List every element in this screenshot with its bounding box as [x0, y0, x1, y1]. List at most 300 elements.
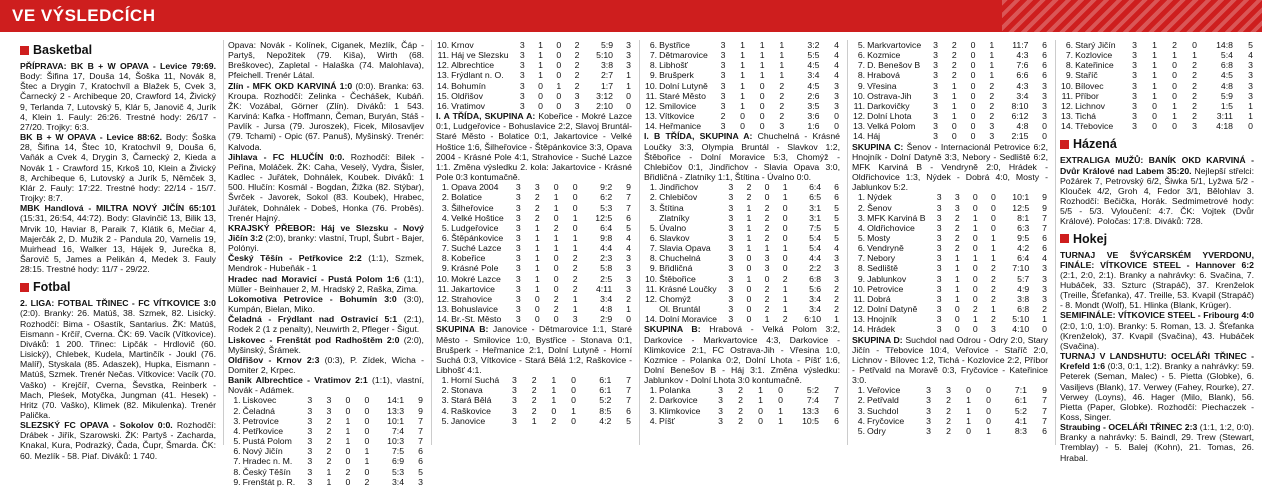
- cell-points: 0: [834, 111, 839, 122]
- table-row: [852, 131, 1048, 141]
- cell-score: 9:8: [600, 232, 613, 243]
- cell-played: 3: [728, 273, 734, 284]
- cell-draws: 0: [970, 80, 976, 91]
- cell-rank: 12.: [437, 293, 450, 304]
- cell-draws: 1: [345, 425, 351, 436]
- cell-played: 3: [519, 80, 525, 91]
- cell-wins: 0: [538, 100, 543, 111]
- cell-losses: 0: [986, 385, 991, 396]
- cell-points: 9: [1042, 202, 1047, 213]
- cell-points: 6: [1042, 425, 1047, 436]
- cell-rank: 5.: [857, 232, 866, 243]
- cell-team: Zlatníky: [659, 212, 690, 223]
- cell-losses: 0: [364, 395, 370, 406]
- cell-rank: 2.: [857, 202, 866, 213]
- cell-played: 3: [933, 40, 938, 50]
- table-row: [228, 477, 424, 487]
- cell-score: 14:1: [387, 395, 405, 406]
- cell-score: 5:3: [391, 466, 405, 477]
- cell-played: 3: [515, 222, 521, 233]
- cell-played: 3: [936, 253, 942, 264]
- result-paragraph: [20, 132, 216, 203]
- table-row: [644, 40, 840, 50]
- table-row: [436, 243, 632, 253]
- result-paragraph: [1060, 250, 1254, 311]
- table-row: [644, 182, 840, 192]
- cell-losses: 2: [572, 263, 578, 274]
- cell-wins: 0: [746, 314, 752, 325]
- result-paragraph: [1060, 351, 1254, 422]
- result-headline: PŘÍPRAVA: BK B + W OPAVA - Levice 79:69.: [20, 61, 216, 71]
- 1a-skupina-b-table: [436, 375, 632, 426]
- cell-losses: 1: [572, 243, 578, 254]
- cell-played: 3: [718, 385, 723, 396]
- cell-wins: 1: [740, 100, 746, 111]
- cell-wins: 2: [746, 182, 752, 193]
- cell-team: MFK Karviná B: [867, 212, 926, 223]
- cell-losses: 0: [571, 395, 576, 406]
- result-paragraph: [1060, 422, 1254, 463]
- table-row: [644, 50, 840, 60]
- cell-team: Český Těšín: [242, 466, 291, 477]
- cell-team: Slavia Opava: [659, 243, 711, 254]
- cell-team: Chomýž: [659, 293, 691, 304]
- cell-points: 3: [626, 283, 631, 294]
- section-square-icon: [1060, 234, 1069, 243]
- cell-team: Opava 2004: [451, 182, 499, 193]
- cell-rank: 4.: [233, 425, 241, 436]
- result-headline: SLEZSKÝ FC OPAVA - Sokolov 0:0.: [20, 420, 173, 431]
- cell-rank: 6.: [649, 40, 658, 50]
- cell-team: Petřvald: [867, 395, 899, 406]
- cell-rank: 5.: [441, 222, 450, 233]
- result-headline: Zlín - MFK OKD KARVINÁ 1:0: [228, 80, 353, 91]
- cell-draws: 1: [972, 222, 978, 233]
- cell-points: 3: [834, 90, 839, 101]
- cell-team: Chlebičov: [659, 192, 698, 203]
- cell-losses: 1: [1192, 50, 1197, 61]
- cell-draws: 1: [551, 385, 557, 396]
- result-headline: 2. LIGA: FOTBAL TŘINEC - FC VÍTKOVICE 3:0: [20, 298, 216, 309]
- cell-points: 3: [1248, 70, 1253, 81]
- cell-wins: 1: [534, 253, 540, 264]
- cell-draws: 1: [551, 395, 557, 406]
- cell-wins: 1: [538, 50, 543, 61]
- cell-score: 6:4: [1017, 253, 1030, 264]
- cell-losses: 2: [990, 273, 996, 284]
- cell-rank: 8.: [857, 263, 866, 274]
- table-row: [644, 314, 840, 324]
- section-square-icon: [1060, 140, 1069, 149]
- 1b-skupina-d-results: [852, 335, 1048, 386]
- cell-wins: 3: [326, 395, 332, 406]
- cell-team: Píšť: [659, 415, 675, 426]
- 1b-skupina-a-results: [644, 131, 840, 182]
- cell-points: 4: [834, 70, 839, 81]
- cell-draws: 0: [1172, 70, 1177, 81]
- cell-wins: 2: [738, 415, 743, 426]
- cell-rank: 14.: [437, 314, 450, 325]
- cell-points: 4: [834, 243, 839, 254]
- result-detail: Nejlepší střelci: Požárek 7, Petrovský 6/2, Šiwka 5/1, Lyžwa 5/2 - Klouček 4/2, Groh 4, Fedor 3/1, Bělohlav 3. Rozhodčí: Bečička, Horák. Sedmimetrové hody: 5/5 - 5/3. Vyloučení: 4:7. ČK: Vojtek (Dvůr Králové). Poločas: 17:8. Diváků: 728.: [1060, 165, 1254, 227]
- cell-draws: 0: [758, 415, 763, 426]
- table-row: [1060, 121, 1254, 131]
- cell-wins: 1: [954, 263, 960, 274]
- cell-played: 3: [515, 263, 521, 274]
- cell-draws: 0: [1172, 90, 1177, 101]
- cell-losses: 2: [989, 100, 995, 111]
- cell-played: 3: [515, 283, 521, 294]
- cell-played: 3: [926, 385, 931, 396]
- cell-score: 6:12: [1011, 111, 1029, 122]
- cell-team: Bohuslavice: [451, 304, 498, 315]
- result-detail: Rozhodčí: Bilek - Peřina, Moláček. ŽK: Caha, Veselý, Vydra, Šisler, Kadlec - Juřátek, Dohnálek, Koubek. Diváků: 1 500. Hlučín: Kosmál - Bogdan, Žižka (82. Stýbar), Švrček - Javorek, Sokol (83. Koubek), Hrabec, Juřátek, Dohnálek - Dobeš, Honka (76. Proběs). Trenér Hajný.: [228, 151, 424, 223]
- result-detail: (2:1), Rodek 2 (1 z penalty), Neuwirth 2, Pfleger - Šigut.: [228, 314, 424, 335]
- cell-team: Staříč: [1075, 70, 1098, 81]
- cell-score: 5:2: [806, 385, 819, 396]
- table-row: [436, 192, 632, 202]
- result-headline: Čeladná - Frýdlant nad Ostravicí 5:1: [228, 314, 398, 325]
- cell-score: 7:5: [809, 222, 822, 233]
- cell-rank: 4.: [649, 415, 657, 426]
- cell-draws: 0: [1172, 80, 1177, 91]
- cell-played: 3: [720, 40, 726, 50]
- cell-played: 3: [515, 212, 521, 223]
- cell-team: Kobeřice: [451, 253, 486, 264]
- cell-wins: 1: [1152, 50, 1157, 61]
- cell-team: Háj: [867, 131, 881, 142]
- table-row: [436, 294, 632, 304]
- cell-wins: 1: [951, 80, 957, 91]
- cell-draws: 0: [970, 90, 976, 101]
- cell-points: 3: [834, 80, 839, 91]
- cell-team: Štěpánkovice: [451, 232, 504, 243]
- result-headline: SKUPINA B:: [436, 324, 489, 335]
- table-row: [228, 395, 424, 405]
- cell-score: 3:2: [807, 40, 820, 50]
- result-detail: (1:1, 1:2, 0:0). Branky a nahrávky: 5. Baindl, 29. Trew (Stewart, Tremblay) - 5. Balej (Kohn), 21. Tomas, 26. Hrabal.: [1060, 422, 1255, 463]
- cell-rank: 13.: [437, 304, 450, 315]
- cell-played: 3: [307, 425, 313, 436]
- cell-played: 3: [933, 90, 938, 101]
- cell-team: Štítina: [659, 202, 684, 213]
- cell-wins: 1: [538, 70, 543, 81]
- cell-draws: 1: [966, 395, 971, 406]
- cell-score: 3:11: [1216, 111, 1233, 122]
- cell-points: 6: [418, 456, 423, 467]
- cell-points: 4: [1248, 50, 1253, 61]
- cell-losses: 1: [782, 192, 788, 203]
- cell-draws: 1: [553, 243, 559, 254]
- cell-played: 3: [933, 111, 938, 122]
- cell-team: Šilheřovice: [451, 202, 494, 213]
- cell-wins: 1: [740, 90, 746, 101]
- table-row: [436, 395, 632, 405]
- 1b-skupina-b-table-cont: [852, 40, 1048, 142]
- cell-score: 2:15: [1011, 131, 1029, 142]
- cell-draws: 0: [553, 263, 559, 274]
- cell-team: Strahovice: [451, 293, 493, 304]
- cell-score: 3:6: [807, 111, 820, 122]
- table-row: [1060, 91, 1254, 101]
- cell-played: 3: [1132, 80, 1137, 91]
- cell-played: 3: [720, 121, 726, 132]
- cell-rank: [644, 304, 658, 314]
- cell-losses: 1: [782, 243, 788, 254]
- cell-played: 3: [933, 80, 938, 91]
- cell-points: 3: [1248, 60, 1253, 71]
- cell-score: 4:4: [600, 243, 613, 254]
- cell-team: Raškovice: [450, 405, 491, 416]
- cell-losses: 1: [778, 415, 783, 426]
- cell-rank: 7.: [857, 60, 866, 71]
- cell-wins: 0: [954, 314, 960, 325]
- cell-losses: 2: [782, 273, 788, 284]
- cell-losses: 0: [572, 222, 578, 233]
- cell-score: 10:1: [1012, 192, 1030, 203]
- cell-points: 5: [834, 212, 839, 223]
- cell-played: 3: [720, 70, 726, 81]
- cell-losses: 2: [1192, 70, 1197, 81]
- result-headline: Jihlava - FC HLUČÍN 0:0.: [228, 151, 345, 162]
- cell-rank: 8.: [649, 253, 658, 264]
- cell-wins: 2: [946, 395, 951, 406]
- cell-rank: 9.: [233, 476, 241, 487]
- cell-score: 5:9: [600, 40, 614, 50]
- cell-rank: 6.: [441, 232, 450, 243]
- result-paragraph: [20, 420, 216, 461]
- cell-score: 4:5: [807, 80, 820, 91]
- cell-losses: 1: [986, 425, 991, 436]
- cell-score: 10:5: [802, 415, 819, 426]
- cell-wins: 1: [1152, 90, 1157, 101]
- cell-team: Odry: [867, 425, 886, 436]
- table-row: [644, 304, 840, 314]
- cell-team: Ol. Bruntál: [659, 304, 701, 315]
- cell-wins: 1: [746, 243, 752, 254]
- table-row: [436, 70, 632, 80]
- table-row: [852, 70, 1048, 80]
- cell-points: 3: [834, 263, 839, 274]
- table-row: [852, 426, 1048, 436]
- cell-team: Bystřice: [659, 40, 690, 50]
- header-stripes-decoration: [1002, 0, 1262, 32]
- cell-played: 3: [1132, 60, 1137, 71]
- cell-losses: 0: [782, 253, 788, 264]
- cell-rank: 6.: [1065, 40, 1074, 50]
- cell-team: Vítkovice: [659, 111, 695, 122]
- result-detail: Body: Šifina 17, Douša 14, Šoška 11, Novák 8, Štec a Drygin 7, Kratochvíl a Blažek 5, Cvek 3, Čarnecký 2 - Archibeque 20, Crawford 14, Živický 9, Terlanda 7, Lutovský 5, Klár 5, Janovič 4, Jurík 4, Klein 1. Fauly: 26:26. Trestné hody: 26/17 - 27/20. Trojky: 6:3.: [20, 71, 216, 132]
- cell-losses: 2: [782, 314, 788, 325]
- cell-points: 3: [1042, 283, 1047, 294]
- cell-draws: 0: [556, 60, 562, 71]
- cell-draws: 2: [1172, 40, 1177, 50]
- table-row: [852, 192, 1048, 202]
- cell-points: 7: [1042, 222, 1047, 233]
- cell-draws: 3: [764, 263, 770, 274]
- cell-points: 4: [626, 243, 631, 254]
- cell-rank: 1.: [649, 182, 658, 193]
- table-row: [852, 314, 1048, 324]
- table-row: [228, 406, 424, 416]
- cell-wins: 3: [326, 405, 332, 416]
- cell-score: 10:3: [387, 436, 405, 447]
- cell-wins: 3: [534, 182, 540, 193]
- result-headline: Oldřišov - Krnov 2:3: [228, 354, 320, 365]
- table-row: [644, 385, 840, 395]
- cell-wins: 0: [951, 121, 957, 132]
- column-fotbal-continued: [228, 40, 424, 487]
- cell-played: 3: [307, 405, 313, 416]
- cell-played: 3: [515, 273, 521, 284]
- cell-score: 11:7: [1012, 40, 1029, 50]
- cell-played: 3: [936, 192, 942, 203]
- cell-played: 3: [728, 232, 734, 243]
- cell-rank: 14.: [1061, 121, 1074, 132]
- cell-score: 4:11: [595, 283, 613, 294]
- cell-score: 3:1: [809, 212, 822, 223]
- cell-draws: 1: [551, 375, 557, 386]
- result-headline: SEMIFINÁLE: VÍTKOVICE STEEL - Fribourg 4:0: [1060, 310, 1254, 321]
- table-row: [228, 456, 424, 466]
- column-1b-trida: [644, 40, 840, 445]
- cell-draws: 0: [966, 385, 971, 396]
- cell-losses: 0: [986, 415, 991, 426]
- cell-team: Jablunkov: [867, 273, 907, 284]
- page-title: VE VÝSLEDCÍCH: [12, 6, 156, 25]
- cell-draws: 0: [345, 405, 351, 416]
- cell-wins: 1: [326, 466, 332, 477]
- cell-played: 3: [728, 243, 734, 254]
- cell-points: 6: [1042, 243, 1047, 254]
- cell-points: 1: [626, 80, 631, 91]
- cell-played: 3: [926, 415, 931, 426]
- cell-losses: 2: [1192, 90, 1197, 101]
- cell-points: 3: [1042, 263, 1047, 274]
- cell-draws: 1: [553, 232, 559, 243]
- cell-score: 7:1: [1014, 385, 1027, 396]
- result-headline: Hradec nad Moravicí - Pustá Polom 1:6: [228, 273, 400, 284]
- cell-losses: 0: [990, 192, 996, 203]
- cell-played: 3: [515, 293, 521, 304]
- cell-played: 3: [307, 466, 313, 477]
- cell-score: 5:2: [1014, 405, 1027, 416]
- cell-rank: 8.: [233, 466, 241, 477]
- result-detail: (1:1), Szmek, Mendrok - Hubeňák - 1: [228, 253, 424, 274]
- cell-team: Hrádek: [867, 324, 896, 335]
- result-paragraph: [436, 111, 632, 182]
- cell-losses: 3: [1192, 121, 1197, 132]
- table-row: [852, 253, 1048, 263]
- cell-wins: 2: [946, 405, 951, 416]
- result-detail: (2:0, 1:0, 1:0). Branky: 5. Roman, 13. J. Šťefanka (Krenželok), 37. Kvapil (Svačina), 43. Hubáček (Svačina).: [1060, 320, 1254, 351]
- cell-played: 3: [515, 314, 521, 325]
- cell-losses: 2: [990, 283, 996, 294]
- cell-rank: 6.: [649, 232, 658, 243]
- cell-played: 3: [926, 405, 931, 416]
- table-row: [644, 91, 840, 101]
- cell-losses: 2: [574, 40, 580, 50]
- cell-wins: 0: [1152, 111, 1157, 122]
- cell-score: 6:1: [1014, 395, 1027, 406]
- table-row: [1060, 81, 1254, 91]
- cell-losses: 0: [571, 415, 576, 426]
- cell-rank: 10.: [645, 273, 658, 284]
- result-headline: Banik Albrechtice - Vratimov 2:1: [228, 375, 368, 386]
- cell-score: 4:9: [1017, 283, 1030, 294]
- cell-points: 0: [626, 90, 631, 101]
- cell-wins: 2: [738, 395, 743, 406]
- cell-rank: 5.: [233, 436, 241, 447]
- cell-score: 6:5: [809, 192, 822, 203]
- cell-draws: 0: [1172, 121, 1177, 132]
- cell-losses: 3: [990, 324, 996, 335]
- cell-draws: 1: [553, 202, 559, 213]
- cell-played: 3: [936, 263, 942, 274]
- cell-team: Suchdol: [867, 405, 899, 416]
- cell-draws: 1: [1172, 50, 1177, 61]
- cell-losses: 0: [782, 232, 788, 243]
- cell-score: 4:5: [807, 60, 820, 71]
- cell-rank: 12.: [437, 60, 450, 71]
- cell-played: 3: [936, 212, 942, 223]
- cell-score: 8:5: [599, 405, 612, 416]
- cell-wins: 0: [746, 304, 752, 315]
- cell-rank: 1.: [441, 182, 450, 193]
- cell-played: 3: [1132, 90, 1137, 101]
- cell-wins: 0: [1152, 121, 1157, 132]
- cell-draws: 0: [556, 70, 562, 81]
- cell-score: 5:10: [1012, 314, 1030, 325]
- cell-played: 3: [936, 273, 942, 284]
- cell-wins: 2: [326, 456, 332, 467]
- cell-wins: 2: [946, 425, 951, 436]
- cell-losses: 2: [572, 253, 578, 264]
- cell-rank: 9.: [857, 273, 866, 284]
- cell-points: 3: [626, 50, 631, 61]
- result-headline: Liskovec - Frenštát pod Radhoštěm 2:0: [228, 334, 400, 345]
- cell-points: 3: [626, 60, 631, 71]
- table-row: [852, 395, 1048, 405]
- table-row: [228, 446, 424, 456]
- cell-played: 3: [1132, 70, 1137, 81]
- cell-points: 7: [834, 385, 839, 396]
- cell-team: Markvartovice: [867, 40, 922, 50]
- result-detail: Šenov - Internacionál Petrovice 6:2, Hnojník - Dolní Datyně 3:3, Nebory - Sedliště 6:2, MFK Karviná B - Vendryně 2:0, Hrádek - Oldřichovice 1:3, Nýdek - Dobrá 4:0, Mosty - Jablunkov 5:2.: [852, 141, 1049, 193]
- cell-points: 9: [418, 405, 423, 416]
- cell-score: 6:4: [809, 182, 822, 193]
- cell-draws: 0: [759, 111, 765, 122]
- result-paragraph: [644, 324, 840, 385]
- section-header: [0, 0, 1262, 32]
- cell-rank: 4.: [441, 405, 449, 416]
- cell-played: 3: [936, 283, 942, 294]
- cell-rank: 16.: [437, 100, 450, 111]
- cell-team: Šenov: [867, 202, 892, 213]
- cell-draws: 0: [553, 212, 559, 223]
- cell-team: Hnojník: [867, 314, 897, 325]
- cell-score: 1:5: [1220, 100, 1233, 111]
- cell-points: 3: [834, 273, 839, 284]
- cell-rank: 4.: [857, 415, 865, 426]
- cell-score: 7:6: [1016, 60, 1029, 71]
- cell-draws: 1: [764, 314, 770, 325]
- cell-losses: 1: [782, 304, 788, 315]
- cell-losses: 0: [571, 375, 576, 386]
- cell-rank: 7.: [1065, 50, 1074, 61]
- cell-score: 2:7: [600, 70, 614, 81]
- cell-points: 3: [626, 273, 631, 284]
